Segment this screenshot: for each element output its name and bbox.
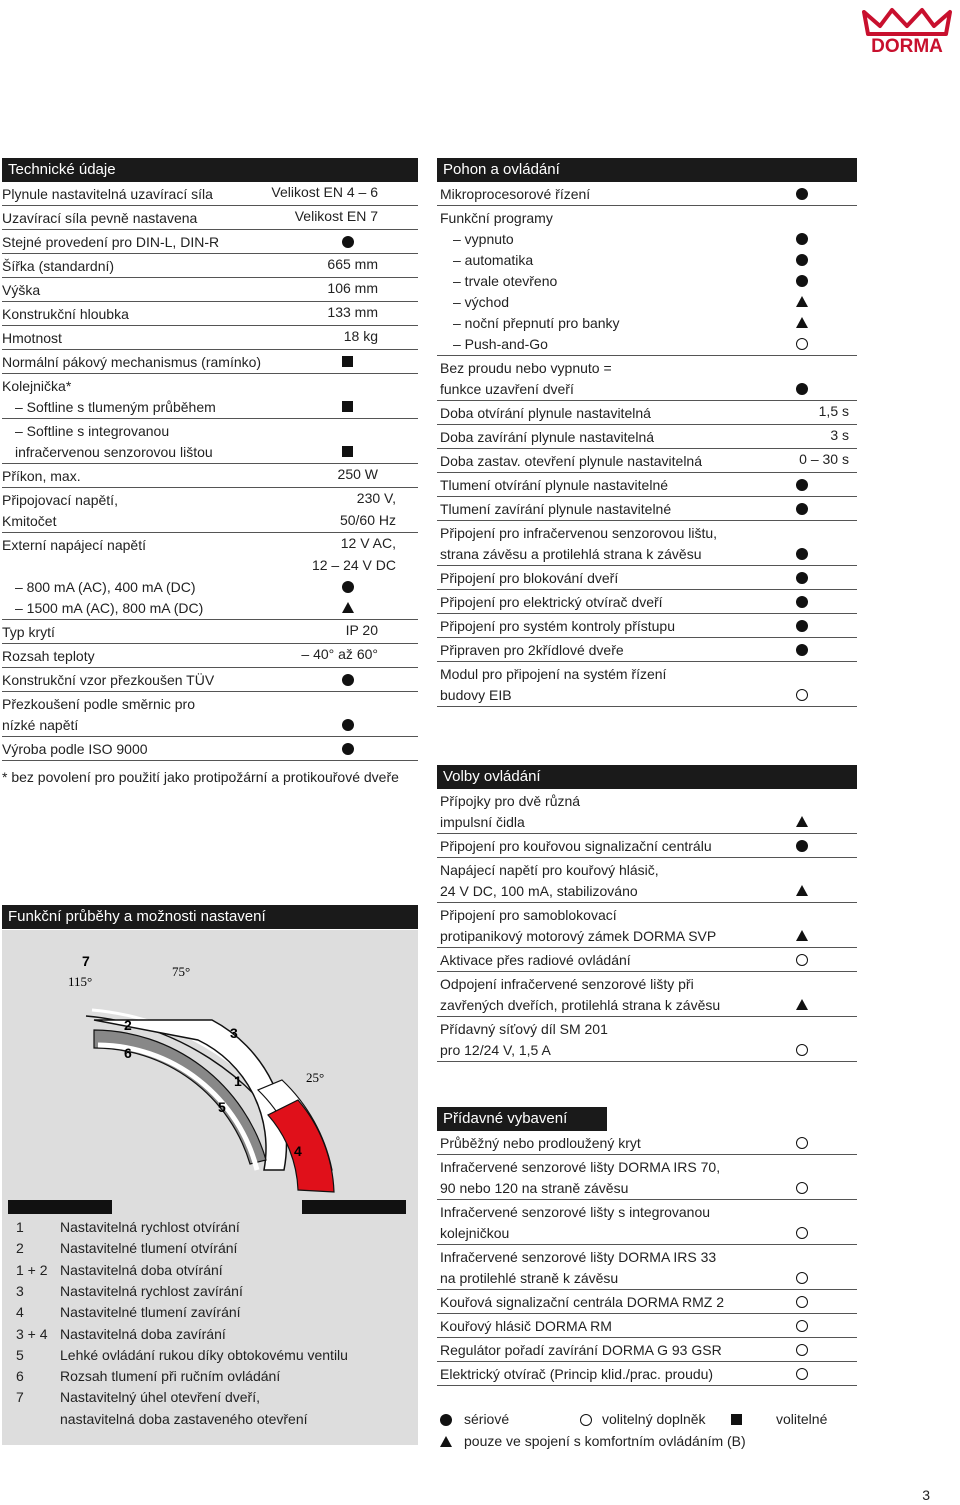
row-value: – 40° až 60° xyxy=(301,646,378,662)
optional-circle-icon xyxy=(796,1344,808,1356)
legend-text: Lehké ovládání rukou díky obtokovému ventilu xyxy=(60,1346,348,1363)
row-label: – vypnuto xyxy=(453,231,514,247)
row-label: Hmotnost xyxy=(2,330,62,346)
row-label: – automatika xyxy=(453,252,534,268)
row-label: 90 nebo 120 na straně závěsu xyxy=(440,1180,629,1196)
row-label: Infračervené senzorové lišty DORMA IRS 70, xyxy=(440,1159,721,1175)
legend-item xyxy=(16,1240,237,1256)
row-label: Infračervené senzorové lišty s integrovanou xyxy=(440,1204,711,1220)
legend-item xyxy=(16,1283,243,1299)
serial-dot-icon xyxy=(796,254,808,266)
row-label: – východ xyxy=(453,294,510,310)
technical-data-section xyxy=(2,158,418,761)
spec-row xyxy=(437,1362,857,1386)
row-label: – 800 mA (AC), 400 mA (DC) xyxy=(15,579,196,595)
spec-row xyxy=(437,1200,857,1245)
legend-item xyxy=(16,1411,308,1427)
spec-row xyxy=(2,230,418,254)
key-serial: sériové xyxy=(464,1411,510,1427)
spec-row xyxy=(2,350,418,374)
key-optional: volitelné xyxy=(776,1411,828,1427)
optional-square-icon xyxy=(342,446,353,457)
row-value: Velikost EN 7 xyxy=(294,208,378,224)
spec-row xyxy=(437,1017,857,1062)
spec-row xyxy=(2,302,418,326)
row-label: budovy EIB xyxy=(440,687,512,703)
row-label: Připojovací napětí, xyxy=(2,492,118,508)
legend-item xyxy=(16,1262,223,1278)
legend-key: 6 xyxy=(16,1368,24,1385)
row-value: 50/60 Hz xyxy=(339,512,396,528)
legend-key: 5 xyxy=(16,1346,24,1363)
row-label: zavřených dveřích, protilehlá strana k závěsu xyxy=(440,997,721,1013)
row-label: Rozsah teploty xyxy=(2,648,95,664)
spec-row xyxy=(437,1338,857,1362)
legend-key: 4 xyxy=(16,1304,24,1321)
row-label: funkce uzavření dveří xyxy=(440,381,574,397)
row-label: Doba otvírání plynule nastavitelná xyxy=(440,405,651,421)
comfort-triangle-icon xyxy=(440,1436,452,1447)
comfort-triangle-icon xyxy=(796,885,808,896)
row-label: na protilehlé straně k závěsu xyxy=(440,1270,619,1286)
row-label: Modul pro připojení na systém řízení xyxy=(440,666,667,682)
serial-dot-icon xyxy=(796,596,808,608)
row-label: Konstrukční vzor přezkoušen TÜV xyxy=(2,672,215,688)
row-label: Šířka (standardní) xyxy=(2,258,115,274)
row-label: – Softline s tlumeným průběhem xyxy=(15,399,216,415)
legend-key: 2 xyxy=(16,1240,24,1257)
row-label: Odpojení infračervené senzorové lišty při xyxy=(440,976,694,992)
optional-circle-icon xyxy=(796,689,808,701)
spec-row xyxy=(437,425,857,449)
spec-row xyxy=(2,644,418,668)
optional-circle-icon xyxy=(796,1227,808,1239)
spec-row xyxy=(437,566,857,590)
serial-dot-icon xyxy=(440,1414,452,1426)
serial-dot-icon xyxy=(796,233,808,245)
legend-key: 3 + 4 xyxy=(16,1325,48,1342)
spec-row xyxy=(2,464,418,488)
legend-text: Nastavitelná rychlost otvírání xyxy=(60,1219,240,1235)
row-value: Velikost EN 4 – 6 xyxy=(271,184,378,200)
serial-dot-icon xyxy=(342,743,354,755)
door-curve-diagram xyxy=(2,930,418,1220)
row-label: Připojení pro samoblokovací xyxy=(440,907,617,923)
optional-square-icon xyxy=(342,356,353,367)
row-value: 250 W xyxy=(337,466,378,482)
row-label: Normální pákový mechanismus (ramínko) xyxy=(2,354,262,370)
optional-circle-icon xyxy=(796,954,808,966)
serial-dot-icon xyxy=(796,644,808,656)
row-label: Přezkoušení podle směrnic pro xyxy=(2,696,195,712)
row-value: 133 mm xyxy=(327,304,378,320)
row-label: – Push-and-Go xyxy=(453,336,548,352)
label-4: 4 xyxy=(294,1143,302,1159)
optional-square-icon xyxy=(731,1414,742,1425)
key-optional-addon: volitelný doplněk xyxy=(602,1411,706,1427)
row-label: Doba zastav. otevření plynule nastavitelná xyxy=(440,453,703,469)
section-title: Pohon a ovládání xyxy=(437,158,857,182)
spec-row xyxy=(2,254,418,278)
accessories-section xyxy=(437,1107,857,1386)
legend-item xyxy=(16,1219,240,1235)
spec-row xyxy=(437,449,857,473)
legend-key: 1 + 2 xyxy=(16,1261,48,1278)
spec-row xyxy=(437,182,857,206)
spec-row xyxy=(437,662,857,707)
spec-row xyxy=(437,972,857,1017)
legend-text: Nastavitelné tlumení otvírání xyxy=(60,1240,238,1257)
label-7: 7 xyxy=(82,953,90,969)
row-value: 18 kg xyxy=(343,328,378,344)
row-label: kolejničkou xyxy=(440,1225,510,1241)
row-label: Plynule nastavitelná uzavírací síla xyxy=(2,186,213,202)
row-label: nízké napětí xyxy=(2,717,79,733)
optional-circle-icon xyxy=(796,338,808,350)
label-115: 115° xyxy=(68,974,93,989)
row-value: 12 V AC, xyxy=(340,535,396,551)
row-label: Přídavný síťový díl SM 201 xyxy=(440,1021,608,1037)
comfort-triangle-icon xyxy=(796,317,808,328)
row-value: 0 – 30 s xyxy=(799,451,849,467)
drive-section xyxy=(437,158,857,707)
row-label: Příkon, max. xyxy=(2,468,81,484)
serial-dot-icon xyxy=(796,383,808,395)
row-label: Konstrukční hloubka xyxy=(2,306,129,322)
spec-row xyxy=(437,521,857,566)
spec-row xyxy=(2,620,418,644)
brand-text: DORMA xyxy=(871,36,943,56)
row-value: 106 mm xyxy=(327,280,378,296)
spec-row xyxy=(437,497,857,521)
section-title: Volby ovládání xyxy=(437,765,857,789)
row-value: 12 – 24 V DC xyxy=(311,557,396,573)
serial-dot-icon xyxy=(796,572,808,584)
label-25: 25° xyxy=(306,1070,325,1085)
row-label: strana závěsu a protilehlá strana k závěsu xyxy=(440,546,702,562)
serial-dot-icon xyxy=(796,479,808,491)
row-label: Infračervené senzorové lišty DORMA IRS 33 xyxy=(440,1249,717,1265)
spec-row xyxy=(437,356,857,401)
spec-row xyxy=(2,182,418,206)
spec-row xyxy=(2,692,418,737)
serial-dot-icon xyxy=(796,275,808,287)
legend-text: Nastavitelná doba zavírání xyxy=(60,1325,226,1342)
optional-circle-icon xyxy=(796,1272,808,1284)
spec-row xyxy=(2,533,418,620)
legend-text: Nastavitelný úhel otevření dveří, xyxy=(60,1389,260,1406)
row-label: Kouřová signalizační centrála DORMA RMZ 2 xyxy=(440,1294,724,1310)
optional-circle-icon xyxy=(796,1182,808,1194)
optional-circle-icon xyxy=(796,1044,808,1056)
label-75: 75° xyxy=(172,964,191,979)
row-label: Tlumení zavírání plynule nastavitelné xyxy=(440,501,672,517)
legend-item xyxy=(16,1304,241,1320)
spec-row xyxy=(2,488,418,533)
spec-row xyxy=(437,903,857,948)
serial-dot-icon xyxy=(796,503,808,515)
spec-row xyxy=(2,206,418,230)
row-label: Doba zavírání plynule nastavitelná xyxy=(440,429,655,445)
comfort-triangle-icon xyxy=(796,296,808,307)
serial-dot-icon xyxy=(796,620,808,632)
spec-row xyxy=(2,419,418,464)
row-label: impulsní čidla xyxy=(440,814,525,830)
optional-circle-icon xyxy=(796,1320,808,1332)
serial-dot-icon xyxy=(796,548,808,560)
legend-text: Nastavitelné tlumení zavírání xyxy=(60,1304,241,1321)
label-5: 5 xyxy=(218,1099,226,1115)
legend-item xyxy=(16,1326,226,1342)
legend-key: 1 xyxy=(16,1219,24,1235)
page-number: 3 xyxy=(922,1487,930,1503)
row-label: Kmitočet xyxy=(2,513,57,529)
serial-dot-icon xyxy=(342,581,354,593)
spec-row xyxy=(437,1245,857,1290)
row-label: Napájecí napětí pro kouřový hlásič, xyxy=(440,862,659,878)
row-label: 24 V DC, 100 mA, stabilizováno xyxy=(440,883,638,899)
spec-row xyxy=(437,948,857,972)
row-label: – trvale otevřeno xyxy=(453,273,558,289)
row-label: Stejné provedení pro DIN-L, DIN-R xyxy=(2,234,220,250)
row-label: pro 12/24 V, 1,5 A xyxy=(440,1042,551,1058)
serial-dot-icon xyxy=(796,188,808,200)
spec-row xyxy=(437,1290,857,1314)
row-value: 665 mm xyxy=(327,256,378,272)
optional-circle-icon xyxy=(796,1368,808,1380)
row-label: Kouřový hlásič DORMA RM xyxy=(440,1318,612,1334)
row-label: Připojení pro kouřovou signalizační centrálu xyxy=(440,838,712,854)
footnote: * bez povolení pro použití jako protipožární a protikouřové dveře xyxy=(2,769,399,785)
row-label: Připojení pro systém kontroly přístupu xyxy=(440,618,675,634)
section-title: Technické údaje xyxy=(2,158,418,182)
key-comfort-only: pouze ve spojení s komfortním ovládáním (B) xyxy=(464,1433,746,1449)
spec-row xyxy=(437,590,857,614)
legend-item xyxy=(16,1347,348,1363)
spec-row xyxy=(437,401,857,425)
spec-row xyxy=(437,1155,857,1200)
row-value: 230 V, xyxy=(356,490,396,506)
row-label: – 1500 mA (AC), 800 mA (DC) xyxy=(15,600,204,616)
row-label: Tlumení otvírání plynule nastavitelné xyxy=(440,477,669,493)
label-1: 1 xyxy=(234,1073,242,1089)
row-label: infračervenou senzorovou lištou xyxy=(15,444,213,460)
legend-key: 7 xyxy=(16,1389,24,1406)
optional-circle-icon xyxy=(796,1137,808,1149)
spec-row xyxy=(2,326,418,350)
row-label: Externí napájecí napětí xyxy=(2,537,146,553)
comfort-triangle-icon xyxy=(796,999,808,1010)
legend-item xyxy=(16,1368,280,1384)
serial-dot-icon xyxy=(342,719,354,731)
row-label: Elektrický otvírač (Princip klid./prac. proudu) xyxy=(440,1366,714,1382)
spec-row xyxy=(437,473,857,497)
spec-row xyxy=(2,278,418,302)
function-section xyxy=(2,905,418,929)
label-3: 3 xyxy=(230,1025,238,1041)
serial-dot-icon xyxy=(342,674,354,686)
legend-text: Nastavitelná doba otvírání xyxy=(60,1261,223,1278)
row-label: Připojení pro infračervenou senzorovou lištu, xyxy=(440,525,718,541)
row-label: – Softline s integrovanou xyxy=(15,423,170,439)
dorma-logo xyxy=(860,4,954,56)
label-2: 2 xyxy=(124,1017,132,1033)
row-label: Připojení pro elektrický otvírač dveří xyxy=(440,594,663,610)
row-label: Funkční programy xyxy=(440,210,553,226)
row-label: Výroba podle ISO 9000 xyxy=(2,741,148,757)
optional-circle-icon xyxy=(796,1296,808,1308)
legend-text: nastavitelná doba zastaveného otevření xyxy=(60,1410,308,1427)
row-label: Uzavírací síla pevně nastavena xyxy=(2,210,198,226)
legend-item xyxy=(16,1389,260,1405)
section-title: Funkční průběhy a možnosti nastavení xyxy=(2,905,418,929)
control-options-section xyxy=(437,765,857,1062)
spec-row xyxy=(437,789,857,834)
serial-dot-icon xyxy=(342,236,354,248)
optional-square-icon xyxy=(342,401,353,412)
spec-row xyxy=(437,1314,857,1338)
row-label: Připraven pro 2křídlové dveře xyxy=(440,642,624,658)
spec-row xyxy=(437,1131,857,1155)
section-title: Přídavné vybavení xyxy=(437,1107,607,1131)
spec-row xyxy=(2,668,418,692)
spec-row xyxy=(2,374,418,419)
row-label: Připojení pro blokování dveří xyxy=(440,570,619,586)
legend-key: 3 xyxy=(16,1282,24,1299)
row-label: Průběžný nebo prodloužený kryt xyxy=(440,1135,641,1151)
row-label: Mikroprocesorové řízení xyxy=(440,186,591,202)
serial-dot-icon xyxy=(796,840,808,852)
row-label: – noční přepnutí pro banky xyxy=(453,315,620,331)
comfort-triangle-icon xyxy=(796,816,808,827)
row-label: Výška xyxy=(2,282,41,298)
spec-row xyxy=(437,858,857,903)
row-value: 3 s xyxy=(830,427,849,443)
row-label: Typ krytí xyxy=(2,624,55,640)
label-6: 6 xyxy=(124,1045,132,1061)
row-label: Bez proudu nebo vypnuto = xyxy=(440,360,612,376)
row-value: 1,5 s xyxy=(818,403,849,419)
spec-row xyxy=(437,614,857,638)
row-label: Přípojky pro dvě různá xyxy=(440,793,581,809)
row-label: Kolejnička* xyxy=(2,378,72,394)
legend-text: Nastavitelná rychlost zavírání xyxy=(60,1282,243,1299)
spec-row xyxy=(437,834,857,858)
spec-row xyxy=(437,638,857,662)
legend-text: Rozsah tlumení při ručním ovládání xyxy=(60,1368,281,1385)
row-value: IP 20 xyxy=(345,622,378,638)
comfort-triangle-icon xyxy=(342,602,354,613)
spec-row xyxy=(437,206,857,356)
row-label: Aktivace přes radiové ovládání xyxy=(440,952,631,968)
row-label: Regulátor pořadí zavírání DORMA G 93 GSR xyxy=(440,1342,722,1358)
row-label: protipanikový motorový zámek DORMA SVP xyxy=(440,928,717,944)
optional-addon-circle-icon xyxy=(580,1414,592,1426)
spec-row xyxy=(2,737,418,761)
comfort-triangle-icon xyxy=(796,930,808,941)
